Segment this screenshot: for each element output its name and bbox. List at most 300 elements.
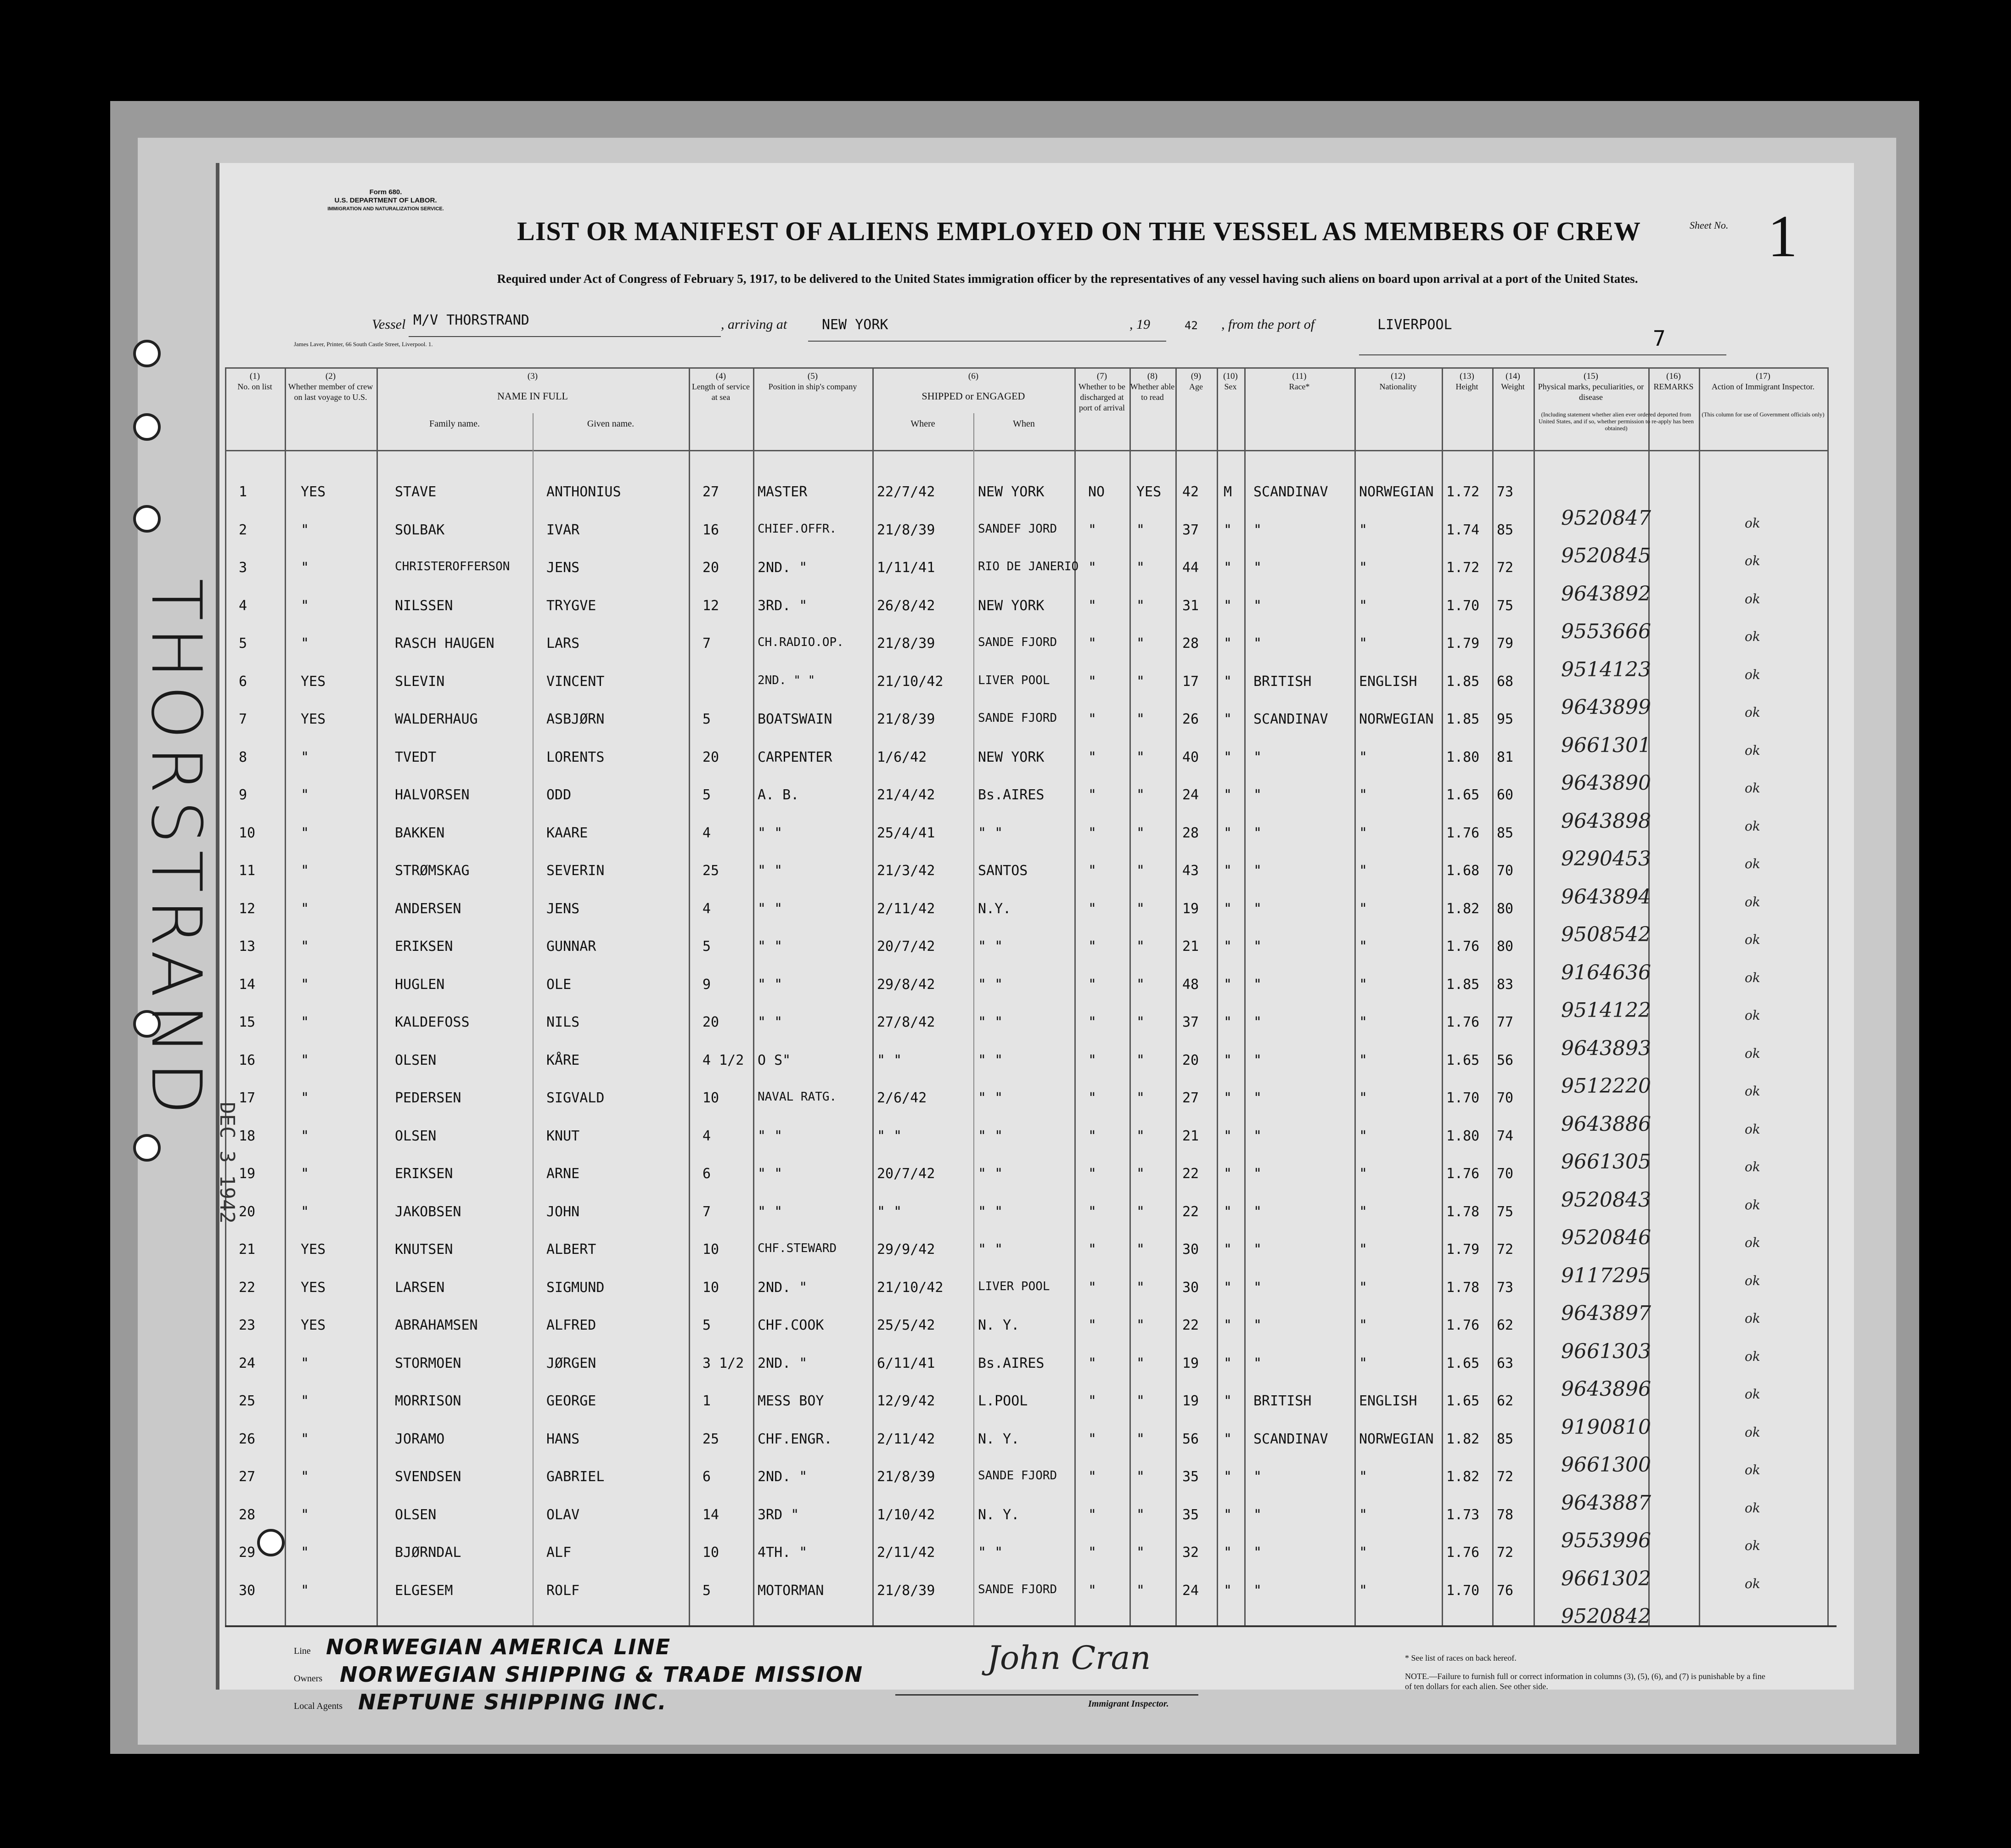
cell-service: 5 bbox=[702, 938, 711, 955]
cell-nat: " bbox=[1359, 900, 1368, 917]
cell-race: BRITISH bbox=[1253, 1393, 1312, 1409]
cell-disch: " bbox=[1088, 711, 1097, 727]
cell-nat: " bbox=[1359, 1545, 1368, 1561]
year-label: , 19 bbox=[1129, 317, 1150, 332]
cell-height: 1.74 bbox=[1446, 522, 1480, 538]
cell-no: 13 bbox=[239, 938, 256, 955]
column-number: (12) bbox=[1391, 371, 1405, 381]
cell-weight: 70 bbox=[1497, 863, 1514, 879]
cell-position: CHIEF.OFFR. bbox=[758, 522, 837, 536]
cell-sex: " bbox=[1224, 522, 1232, 538]
cell-age: 26 bbox=[1182, 711, 1199, 727]
cell-action: ok bbox=[1745, 553, 1760, 568]
cell-disch: " bbox=[1088, 1052, 1097, 1068]
cell-family: WALDERHAUG bbox=[395, 711, 478, 727]
cell-position: 2ND. " " bbox=[758, 673, 815, 687]
cell-prev: " bbox=[301, 597, 309, 614]
cell-no: 1 bbox=[239, 484, 247, 500]
cell-weight: 62 bbox=[1497, 1317, 1514, 1333]
cell-race: " bbox=[1253, 1090, 1262, 1106]
cell-disch: " bbox=[1088, 787, 1097, 803]
cell-weight: 78 bbox=[1497, 1506, 1514, 1523]
column-header bbox=[1175, 371, 1217, 392]
cell-where: 20/7/42 bbox=[877, 1166, 935, 1182]
cell-nat: NORWEGIAN bbox=[1359, 484, 1434, 500]
cell-prev: " bbox=[301, 1506, 309, 1523]
cell-prev: YES bbox=[301, 1279, 326, 1296]
cell-read: " bbox=[1136, 1203, 1145, 1220]
cell-weight: 56 bbox=[1497, 1052, 1514, 1068]
cell-sex: " bbox=[1224, 1545, 1232, 1561]
cell-age: 35 bbox=[1182, 1506, 1199, 1523]
column-header bbox=[753, 371, 872, 392]
cell-height: 1.79 bbox=[1446, 635, 1480, 652]
cell-prev: " bbox=[301, 635, 309, 652]
cell-weight: 75 bbox=[1497, 1203, 1514, 1220]
cell-when: " " bbox=[978, 1166, 1003, 1182]
cell-read: " bbox=[1136, 1166, 1145, 1182]
cell-position: 2ND. " bbox=[758, 1469, 808, 1485]
cell-age: 28 bbox=[1182, 635, 1199, 652]
cell-prev: YES bbox=[301, 673, 326, 690]
vessel-stamp: THORSTRAND bbox=[136, 579, 216, 1122]
cell-when: " " bbox=[978, 1052, 1003, 1068]
cell-action: ok bbox=[1745, 970, 1760, 985]
cell-height: 1.72 bbox=[1446, 484, 1480, 500]
cell-position: CH.RADIO.OP. bbox=[758, 635, 844, 649]
cell-family: KALDEFOSS bbox=[395, 1014, 470, 1030]
cell-prev: " bbox=[301, 1128, 309, 1144]
cell-remarks: 9512220 bbox=[1561, 1074, 1651, 1098]
cell-position: " " bbox=[758, 825, 783, 841]
cell-remarks: 9117295 bbox=[1561, 1264, 1651, 1287]
cell-action: ok bbox=[1745, 629, 1760, 644]
printer-imprint: James Laver, Printer, 66 South Castle Street, Liverpool. 1. bbox=[294, 341, 433, 348]
column-number: (3) bbox=[527, 371, 538, 381]
cell-family: OLSEN bbox=[395, 1506, 437, 1523]
cell-remarks: 9643890 bbox=[1561, 771, 1651, 795]
extra-remark: 9520842 bbox=[1561, 1605, 1651, 1628]
cell-weight: 80 bbox=[1497, 900, 1514, 917]
cell-read: " bbox=[1136, 1279, 1145, 1296]
cell-when: NEW YORK bbox=[978, 749, 1045, 765]
column-header bbox=[1492, 371, 1534, 392]
cell-race: " bbox=[1253, 863, 1262, 879]
cell-weight: 76 bbox=[1497, 1582, 1514, 1599]
column-number: (15) bbox=[1584, 371, 1598, 381]
cell-where: " " bbox=[877, 1128, 902, 1144]
cell-prev: " bbox=[301, 863, 309, 879]
cell-race: " bbox=[1253, 1014, 1262, 1030]
cell-no: 16 bbox=[239, 1052, 256, 1068]
cell-where: 2/11/42 bbox=[877, 1545, 935, 1561]
cell-nat: " bbox=[1359, 863, 1368, 879]
cell-read: " bbox=[1136, 1469, 1145, 1485]
cell-action: ok bbox=[1745, 667, 1760, 682]
cell-read: " bbox=[1136, 1014, 1145, 1030]
cell-where: 29/8/42 bbox=[877, 976, 935, 993]
cell-sex: " bbox=[1224, 863, 1232, 879]
cell-disch: " bbox=[1088, 938, 1097, 955]
cell-position: CHF.COOK bbox=[758, 1317, 824, 1333]
cell-weight: 85 bbox=[1497, 1431, 1514, 1447]
cell-service: 10 bbox=[702, 1279, 719, 1296]
cell-prev: YES bbox=[301, 711, 326, 727]
cell-where: 12/9/42 bbox=[877, 1393, 935, 1409]
cell-where: 25/4/41 bbox=[877, 825, 935, 841]
cell-action: ok bbox=[1745, 856, 1760, 871]
column-label: REMARKS bbox=[1653, 382, 1694, 391]
cell-when: LIVER POOL bbox=[978, 1279, 1050, 1293]
cell-sex: " bbox=[1224, 1431, 1232, 1447]
cell-age: 24 bbox=[1182, 1582, 1199, 1599]
cell-where: 2/11/42 bbox=[877, 900, 935, 917]
cell-where: 2/11/42 bbox=[877, 1431, 935, 1447]
cell-no: 23 bbox=[239, 1317, 256, 1333]
cell-position: CARPENTER bbox=[758, 749, 832, 765]
cell-prev: " bbox=[301, 976, 309, 993]
cell-sex: " bbox=[1224, 938, 1232, 955]
cell-read: " bbox=[1136, 1128, 1145, 1144]
cell-service: 12 bbox=[702, 597, 719, 614]
column-header bbox=[1217, 371, 1244, 392]
cell-read: " bbox=[1136, 597, 1145, 614]
cell-prev: YES bbox=[301, 1317, 326, 1333]
cell-given: ANTHONIUS bbox=[546, 484, 621, 500]
cell-nat: NORWEGIAN bbox=[1359, 711, 1434, 727]
cell-family: NILSSEN bbox=[395, 597, 453, 614]
cell-read: " bbox=[1136, 711, 1145, 727]
cell-read: " bbox=[1136, 825, 1145, 841]
cell-disch: " bbox=[1088, 1241, 1097, 1258]
cell-remarks: 9190810 bbox=[1561, 1415, 1651, 1439]
table-top-rule bbox=[225, 367, 1827, 369]
signature-line bbox=[895, 1694, 1198, 1696]
cell-sex: " bbox=[1224, 711, 1232, 727]
cell-when: " " bbox=[978, 938, 1003, 955]
cell-age: 22 bbox=[1182, 1203, 1199, 1220]
cell-given: ALBERT bbox=[546, 1241, 596, 1258]
cell-prev: " bbox=[301, 1393, 309, 1409]
cell-disch: " bbox=[1088, 673, 1097, 690]
cell-family: KNUTSEN bbox=[395, 1241, 453, 1258]
cell-given: SIGVALD bbox=[546, 1090, 605, 1106]
cell-given: ALF bbox=[546, 1545, 572, 1561]
cell-nat: " bbox=[1359, 749, 1368, 765]
cell-where: " " bbox=[877, 1203, 902, 1220]
cell-service: 4 bbox=[702, 900, 711, 917]
cell-prev: " bbox=[301, 1014, 309, 1030]
cell-remarks: 9553996 bbox=[1561, 1529, 1651, 1552]
cell-where: 21/8/39 bbox=[877, 1582, 935, 1599]
cell-action: ok bbox=[1745, 591, 1760, 607]
cell-nat: " bbox=[1359, 597, 1368, 614]
cell-no: 24 bbox=[239, 1355, 256, 1371]
cell-sex: " bbox=[1224, 1241, 1232, 1258]
cell-nat: " bbox=[1359, 1014, 1368, 1030]
cell-weight: 83 bbox=[1497, 976, 1514, 993]
cell-remarks: 9508542 bbox=[1561, 923, 1651, 946]
cell-age: 19 bbox=[1182, 1355, 1199, 1371]
cell-service: 7 bbox=[702, 635, 711, 652]
cell-where: 1/10/42 bbox=[877, 1506, 935, 1523]
cell-service: 10 bbox=[702, 1241, 719, 1258]
cell-position: " " bbox=[758, 1014, 783, 1030]
page-title: LIST OR MANIFEST OF ALIENS EMPLOYED ON THE VESSEL AS MEMBERS OF CREW bbox=[517, 216, 1641, 246]
cell-height: 1.65 bbox=[1446, 1052, 1480, 1068]
service-name: IMMIGRATION AND NATURALIZATION SERVICE. bbox=[327, 206, 444, 212]
cell-height: 1.65 bbox=[1446, 1355, 1480, 1371]
column-number: (17) bbox=[1756, 371, 1770, 381]
cell-action: ok bbox=[1745, 1121, 1760, 1137]
cell-height: 1.85 bbox=[1446, 673, 1480, 690]
cell-read: " bbox=[1136, 749, 1145, 765]
cell-height: 1.85 bbox=[1446, 976, 1480, 993]
cell-when: " " bbox=[978, 1203, 1003, 1220]
cell-height: 1.76 bbox=[1446, 1014, 1480, 1030]
cell-height: 1.82 bbox=[1446, 1431, 1480, 1447]
column-header bbox=[376, 371, 689, 401]
cell-height: 1.85 bbox=[1446, 711, 1480, 727]
cell-position: 4TH. " bbox=[758, 1545, 808, 1561]
cell-sex: " bbox=[1224, 1393, 1232, 1409]
cell-where: " " bbox=[877, 1052, 902, 1068]
crew-table bbox=[225, 367, 1832, 1628]
column-number: (11) bbox=[1292, 371, 1307, 381]
cell-race: " bbox=[1253, 635, 1262, 652]
cell-no: 11 bbox=[239, 863, 256, 879]
from-underline bbox=[1359, 354, 1726, 355]
cell-action: ok bbox=[1745, 894, 1760, 910]
cell-read: " bbox=[1136, 1506, 1145, 1523]
cell-nat: ENGLISH bbox=[1359, 673, 1417, 690]
cell-given: GUNNAR bbox=[546, 938, 596, 955]
cell-when: SANDEF JORD bbox=[978, 522, 1057, 536]
cell-nat: " bbox=[1359, 1506, 1368, 1523]
cell-height: 1.76 bbox=[1446, 825, 1480, 841]
column-header bbox=[225, 371, 285, 392]
page-subtitle: Required under Act of Congress of February 5, 1917, to be delivered to the United States immigration officer by the representatives of any vessel having such aliens on board upon arrival at a port of the United States. bbox=[497, 272, 1638, 286]
cell-disch: " bbox=[1088, 1469, 1097, 1485]
cell-no: 21 bbox=[239, 1241, 256, 1258]
owners-value: NORWEGIAN SHIPPING & TRADE MISSION bbox=[340, 1662, 864, 1687]
cell-position: CHF.STEWARD bbox=[758, 1241, 837, 1255]
cell-when: SANTOS bbox=[978, 863, 1028, 879]
cell-disch: " bbox=[1088, 1393, 1097, 1409]
cell-family: HALVORSEN bbox=[395, 787, 470, 803]
cell-disch: " bbox=[1088, 1090, 1097, 1106]
cell-weight: 73 bbox=[1497, 1279, 1514, 1296]
cell-action: ok bbox=[1745, 1576, 1760, 1591]
cell-nat: " bbox=[1359, 1128, 1368, 1144]
cell-read: " bbox=[1136, 900, 1145, 917]
cell-given: SIGMUND bbox=[546, 1279, 605, 1296]
cell-nat: " bbox=[1359, 560, 1368, 576]
cell-race: BRITISH bbox=[1253, 673, 1312, 690]
cell-where: 21/3/42 bbox=[877, 863, 935, 879]
cell-given: ODD bbox=[546, 787, 572, 803]
inspector-label: Immigrant Inspector. bbox=[1088, 1699, 1169, 1709]
cell-height: 1.76 bbox=[1446, 1166, 1480, 1182]
cell-weight: 85 bbox=[1497, 522, 1514, 538]
cell-sex: M bbox=[1224, 484, 1232, 500]
cell-disch: " bbox=[1088, 749, 1097, 765]
cell-service: 1 bbox=[702, 1393, 711, 1409]
cell-disch: " bbox=[1088, 1582, 1097, 1599]
cell-weight: 95 bbox=[1497, 711, 1514, 727]
cell-action: ok bbox=[1745, 781, 1760, 796]
cell-service: 3 1/2 bbox=[702, 1355, 744, 1371]
column-number: (1) bbox=[249, 371, 260, 381]
column-label: No. on list bbox=[237, 382, 272, 391]
cell-position: " " bbox=[758, 976, 783, 993]
cell-position: MESS BOY bbox=[758, 1393, 824, 1409]
cell-no: 9 bbox=[239, 787, 247, 803]
cell-action: ok bbox=[1745, 1045, 1760, 1061]
cell-family: RASCH HAUGEN bbox=[395, 635, 494, 652]
cell-given: ALFRED bbox=[546, 1317, 596, 1333]
remarks-note: (Including statement whether alien ever ordered deported from United States, and if so, whether permission to re-apply has been obtained) bbox=[1539, 411, 1694, 432]
cell-when: " " bbox=[978, 976, 1003, 993]
cell-where: 21/4/42 bbox=[877, 787, 935, 803]
cell-height: 1.79 bbox=[1446, 1241, 1480, 1258]
cell-age: 44 bbox=[1182, 560, 1199, 576]
cell-service: 25 bbox=[702, 863, 719, 879]
cell-no: 27 bbox=[239, 1469, 256, 1485]
cell-no: 2 bbox=[239, 522, 247, 538]
column-header bbox=[1354, 371, 1442, 392]
cell-remarks: 9164636 bbox=[1561, 961, 1651, 984]
cell-sex: " bbox=[1224, 597, 1232, 614]
cell-action: ok bbox=[1745, 1424, 1760, 1440]
column-header bbox=[1129, 371, 1175, 403]
cell-age: 56 bbox=[1182, 1431, 1199, 1447]
cell-height: 1.82 bbox=[1446, 900, 1480, 917]
cell-remarks: 9520847 bbox=[1561, 506, 1651, 530]
cell-prev: " bbox=[301, 749, 309, 765]
column-label: Length of service at sea bbox=[692, 382, 750, 402]
arriving-underline bbox=[808, 340, 1166, 342]
cell-read: " bbox=[1136, 560, 1145, 576]
cell-where: 2/6/42 bbox=[877, 1090, 927, 1106]
column-number: (8) bbox=[1147, 371, 1158, 381]
cell-family: ERIKSEN bbox=[395, 938, 453, 955]
cell-given: JENS bbox=[546, 560, 580, 576]
cell-disch: NO bbox=[1088, 484, 1105, 500]
cell-height: 1.65 bbox=[1446, 1393, 1480, 1409]
cell-action: ok bbox=[1745, 1462, 1760, 1477]
race-note: * See list of races on back hereof. bbox=[1405, 1653, 1517, 1663]
cell-no: 25 bbox=[239, 1393, 256, 1409]
cell-age: 19 bbox=[1182, 900, 1199, 917]
cell-action: ok bbox=[1745, 705, 1760, 720]
cell-remarks: 9643894 bbox=[1561, 885, 1651, 909]
cell-where: 29/9/42 bbox=[877, 1241, 935, 1258]
cell-given: JOHN bbox=[546, 1203, 580, 1220]
cell-remarks: 9520843 bbox=[1561, 1188, 1651, 1212]
cell-height: 1.70 bbox=[1446, 597, 1480, 614]
cell-service: 5 bbox=[702, 711, 711, 727]
binder-hole bbox=[133, 413, 161, 441]
cell-disch: " bbox=[1088, 522, 1097, 538]
cell-sex: " bbox=[1224, 825, 1232, 841]
cell-read: " bbox=[1136, 787, 1145, 803]
cell-service: 9 bbox=[702, 976, 711, 993]
when-head: When bbox=[1013, 419, 1035, 429]
cell-nat: " bbox=[1359, 1355, 1368, 1371]
from-label: , from the port of bbox=[1221, 317, 1315, 332]
cell-remarks: 9661301 bbox=[1561, 733, 1651, 757]
cell-service: 16 bbox=[702, 522, 719, 538]
cell-race: SCANDINAV bbox=[1253, 484, 1328, 500]
cell-prev: " bbox=[301, 1469, 309, 1485]
cell-given: KÅRE bbox=[546, 1052, 580, 1068]
cell-position: " " bbox=[758, 938, 783, 955]
cell-sex: " bbox=[1224, 673, 1232, 690]
cell-when: " " bbox=[978, 1090, 1003, 1106]
cell-sex: " bbox=[1224, 1317, 1232, 1333]
cell-disch: " bbox=[1088, 597, 1097, 614]
cell-nat: " bbox=[1359, 1241, 1368, 1258]
date-stamp: DEC 3 1942 bbox=[215, 1102, 239, 1224]
cell-action: ok bbox=[1745, 742, 1760, 758]
cell-disch: " bbox=[1088, 1166, 1097, 1182]
cell-action: ok bbox=[1745, 932, 1760, 947]
cell-nat: " bbox=[1359, 787, 1368, 803]
cell-disch: " bbox=[1088, 1431, 1097, 1447]
cell-remarks: 9661302 bbox=[1561, 1567, 1651, 1590]
cell-when: " " bbox=[978, 825, 1003, 841]
cell-read: " bbox=[1136, 1582, 1145, 1599]
cell-prev: " bbox=[301, 560, 309, 576]
cell-given: OLE bbox=[546, 976, 572, 993]
cell-remarks: 9643898 bbox=[1561, 809, 1651, 833]
cell-where: 20/7/42 bbox=[877, 938, 935, 955]
cell-age: 19 bbox=[1182, 1393, 1199, 1409]
cell-race: " bbox=[1253, 787, 1262, 803]
cell-race: " bbox=[1253, 1582, 1262, 1599]
agents-value: NEPTUNE SHIPPING INC. bbox=[358, 1690, 667, 1714]
column-label: Height bbox=[1455, 382, 1478, 391]
cell-when: " " bbox=[978, 1014, 1003, 1030]
cell-where: 6/11/41 bbox=[877, 1355, 935, 1371]
cell-family: BAKKEN bbox=[395, 825, 445, 841]
cell-race: " bbox=[1253, 1203, 1262, 1220]
cell-position: " " bbox=[758, 1203, 783, 1220]
cell-sex: " bbox=[1224, 1355, 1232, 1371]
cell-read: " bbox=[1136, 1393, 1145, 1409]
cell-weight: 79 bbox=[1497, 635, 1514, 652]
form-header bbox=[294, 188, 477, 213]
cell-family: OLSEN bbox=[395, 1128, 437, 1144]
cell-sex: " bbox=[1224, 1582, 1232, 1599]
cell-position: 3RD. " bbox=[758, 597, 808, 614]
cell-sex: " bbox=[1224, 976, 1232, 993]
cell-race: " bbox=[1253, 1355, 1262, 1371]
agents-label: Local Agents bbox=[294, 1701, 343, 1711]
cell-when: SANDE FJORD bbox=[978, 1469, 1057, 1483]
cell-age: 22 bbox=[1182, 1166, 1199, 1182]
column-number: (14) bbox=[1505, 371, 1520, 381]
cell-family: JAKOBSEN bbox=[395, 1203, 461, 1220]
cell-no: 7 bbox=[239, 711, 247, 727]
cell-no: 3 bbox=[239, 560, 247, 576]
cell-race: SCANDINAV bbox=[1253, 1431, 1328, 1447]
cell-prev: " bbox=[301, 1545, 309, 1561]
cell-action: ok bbox=[1745, 1084, 1760, 1099]
cell-age: 24 bbox=[1182, 787, 1199, 803]
cell-given: LARS bbox=[546, 635, 580, 652]
